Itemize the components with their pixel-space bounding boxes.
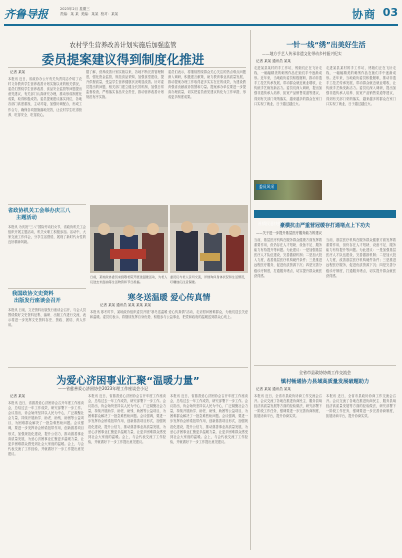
feature-byline: 记者 某某 通讯员 某某 某某 某某 xyxy=(100,303,152,307)
right-top-byline: 记者 某某 通讯员 某某 xyxy=(256,59,291,63)
lead-body-col2: 据了解，营养改善计划实施以来，各地不断完善管理制度，强化资金监管，规范食品采购，加强食堂建设，提升供餐质量，受益学生营养健康状况明显改善。针对委员提出的问题，相关部门建立健全长效机制，加强日常监督检查，严格落实食品安全责任，推动营养改善计划规范有序实施。 xyxy=(86,70,164,100)
box2-body: 本报讯 日前，文史资料出版发行座谈会召开，与会人员围绕做好文史资料征集、编研、出版工作进行交流，表示将进一步发挥文史资料存史、资政、团结、育人作用。 xyxy=(8,308,86,328)
page-number: 03 xyxy=(382,6,398,19)
box2-title-line1: 我国政协文史资料 xyxy=(12,291,54,297)
right-bottom-body-col1: 本报讯 近日，全省市县政协协商工作交流会召开。会议交流了各地在推进协商民主、服务县域经济高质量发展等方面的经验做法，研究部署下一阶段工作任务，强调要进一步完善协商制度，拓展协商平台，提升协商实效。 xyxy=(254,394,322,419)
lead-kicker: 农村学生营养改善计划实施后加强监管 xyxy=(69,42,177,49)
right-bottom-headline: 镇村畅通协力县域高质量发展破题助力 xyxy=(280,379,370,385)
right-top-kicker: 一针一线“绣”出美好生活 xyxy=(286,41,366,49)
right-top-tag: 委员风采 xyxy=(256,184,277,190)
feature-photo-right-caption: 委员们与老人亲切交流，详细询问身体状况和生活情况，叮嘱他们注意保暖。 xyxy=(170,275,248,284)
right-mid-headline: 豪横抗击严重营冠缓存打通堵点上下功夫 xyxy=(279,223,370,229)
right-bottom-kicker: 全省市县政协协商工作交流会 xyxy=(299,370,351,375)
column-divider xyxy=(250,30,251,550)
box2-title-line2: 出版发行座谈会召开 xyxy=(14,298,61,304)
box1-body: 本报讯 为庆祝“三八”国际劳动妇女节，省政协机关工会组织开展主题活动，机关女职工积极参加。活动中，大家交流工作体会，分享生活感悟，展现了新时代女性的良好精神风貌。 xyxy=(8,225,86,245)
right-mid-body-col2: 当前，基层医疗机构在服务群众健康方面发挥着重要作用，但仍存在人才短缺、设备不足、服务能力有待提升等问题。为此建议：一是加强基层医疗人才队伍建设，完善激励机制；二是加大投入力度，改善基层医疗机构硬件条件；三是推进远程医疗服务，促进优质资源下沉；四是完善分级诊疗制度，打通服务堵点，切实提升群众就医获得感。 xyxy=(326,238,396,278)
right-top-photo xyxy=(254,180,322,200)
bottom-rule xyxy=(8,367,248,368)
bottom-body-col2: 本报讯 近日，省慈善爱心济困协会召开年度工作座谈会，总结过去一年工作成效，研究部署下一步工作。会议指出，协会始终坚持以人民为中心，广泛凝聚社会力量，持续开展助学、助老、助残、助困等公益项目，为困难群众解决了一批急难愁盼问题。会议强调，要进一步发挥协会桥梁纽带作用，创新慈善项目形式，加强规范化建设，提升公信力，推动慈善事业高质量发展，为爱心济困事业汇聚更多温暖力量，让更多困难群众感受到社会大家庭的温暖。会上，与会代表交流了工作经验，并就做好下一步工作提出意见建议。 xyxy=(88,394,166,444)
feature-photo-left-caption: 日前，某地政协委员来到敬老院开展送温暖活动，为老人们送去米面油等生活物资和节日祝福。 xyxy=(90,275,168,284)
lead-body-col1: 本报讯 近日，省政协办公厅有关负责同志介绍了农村义务教育学生营养改善计划实施以来的相关情况，委员们围绕学生营养改善、食品安全监管等问题提出意见建议，有关部门认真研究办理，推动形成制度化成果，取得积极成效。委员提案建议落实到位，各地各部门高度重视，主动对接，加强协调配合，形成工作合力，确保各项措施落地见效，让农村学生吃得营养、吃得安全、吃得放心。 xyxy=(8,77,82,117)
right-mid-sub: ——关于进一步提升基层医疗服务能力的建议 xyxy=(256,231,322,235)
section-name: 协商 xyxy=(352,8,376,21)
feature-photo-left xyxy=(90,205,168,273)
bottom-body-col3: 本报讯 近日，省慈善爱心济困协会召开年度工作座谈会，总结过去一年工作成效，研究部署下一步工作。会议指出，协会始终坚持以人民为中心，广泛凝聚社会力量，持续开展助学、助老、助残、助困等公益项目，为困难群众解决了一批急难愁盼问题。会议强调，要进一步发挥协会桥梁纽带作用，创新慈善项目形式，加强规范化建设，提升公信力，推动慈善事业高质量发展，为爱心济困事业汇聚更多温暖力量，让更多困难群众感受到社会大家庭的温暖。会上，与会代表交流了工作经验，并就做好下一步工作提出意见建议。 xyxy=(170,394,248,444)
lead-byline: 记者 某某 xyxy=(10,70,26,74)
feature-photo-right xyxy=(170,205,248,273)
right-top-body-col1: 走进某县某村的手工作坊，绣娘们正在飞针走线，一幅幅精美的刺绣作品在她们手中逐渐成形。近年来，当地政协委员积极履职，推动非遗手工技艺传承发展，带动群众就近就业增收，让传统手艺焕发新活力。委员们深入调研，提出加强非遗传承人培养、拓宽产品销售渠道等建议，得到有关部门采纳落实，越来越多的群众在家门口实现了就业，日子越过越红火。 xyxy=(254,66,322,106)
box1-title-line2: 主题活动 xyxy=(16,215,37,221)
right-top-sub: ——地方手艺人传承非遗文化带动乡村振兴纪实 xyxy=(262,51,342,56)
bottom-headline: 为爱心济困事业汇聚“温暖力量” xyxy=(56,376,200,387)
feature-headline: 寒冬送温暖 爱心传真情 xyxy=(127,293,211,302)
box1-title-line1: 省政协机关工会举办庆三八 xyxy=(8,208,71,214)
right-mid-bar-label: 社情民意快报 xyxy=(258,221,282,226)
right-bottom-byline: 记者 某某 通讯员 某某 xyxy=(256,387,291,391)
feature-body: 本报讯 寒冬时节，某地政协组织委员开展“寒冬送温暖 爱心传真情”活动，走访慰问困难群众，为他们送去关爱和温暖。委员们表示，将继续发挥自身优势，积极参与公益事业，把党和政府的温暖送到群众心坎上。 xyxy=(90,310,248,320)
lead-body-col3: 委员们表示，将继续围绕群众关心关注的热点难点问题深入调研，积极建言献策，助力教育事业高质量发展，推动提案办理工作取得更多实实在在的成效，为建设教育强省贡献政协智慧和力量。提案承办单位要进一步提高办理质量，切实把委员意见建议转化为工作举措，形成更多制度成果。 xyxy=(168,70,246,100)
right-bottom-body-col2: 本报讯 近日，全省市县政协协商工作交流会召开。会议交流了各地在推进协商民主、服务县域经济高质量发展等方面的经验做法，研究部署下一阶段工作任务，强调要进一步完善协商制度，拓展协商平台，提升协商实效。 xyxy=(326,394,396,419)
lead-headline: 委员提案建议得到制度化推进 xyxy=(41,52,205,67)
box2-rule xyxy=(8,288,86,289)
bottom-body-col1: 本报讯 近日，省慈善爱心济困协会召开年度工作座谈会，总结过去一年工作成效，研究部署下一步工作。会议指出，协会始终坚持以人民为中心，广泛凝聚社会力量，持续开展助学、助老、助残、助困等公益项目，为困难群众解决了一批急难愁盼问题。会议强调，要进一步发挥协会桥梁纽带作用，创新慈善项目形式，加强规范化建设，提升公信力，推动慈善事业高质量发展，为爱心济困事业汇聚更多温暖力量，让更多困难群众感受到社会大家庭的温暖。会上，与会代表交流了工作经验，并就做好下一步工作提出意见建议。 xyxy=(8,401,84,456)
feature-photo-right-image xyxy=(170,205,248,273)
issue-meta: 2023年2月 星期三 责编：某 某 美编：某某 校对：某某 xyxy=(60,7,119,16)
right-top-body-col2: 走进某县某村的手工作坊，绣娘们正在飞针走线，一幅幅精美的刺绣作品在她们手中逐渐成形。近年来，当地政协委员积极履职，推动非遗手工技艺传承发展，带动群众就近就业增收，让传统手艺焕发新活力。委员们深入调研，提出加强非遗传承人培养、拓宽产品销售渠道等建议，得到有关部门采纳落实，越来越多的群众在家门口实现了就业，日子越过越红火。 xyxy=(326,66,396,106)
newspaper-logo: 齐鲁导报 xyxy=(4,8,48,21)
bottom-byline: 记者 某某 xyxy=(10,394,26,398)
masthead xyxy=(4,4,398,26)
box1-rule xyxy=(8,204,86,205)
right-bottom-rule xyxy=(254,365,396,366)
lead-rule xyxy=(8,67,246,68)
right-mid-body-col1: 当前，基层医疗机构在服务群众健康方面发挥着重要作用，但仍存在人才短缺、设备不足、服务能力有待提升等问题。为此建议：一是加强基层医疗人才队伍建设，完善激励机制；二是加大投入力度，改善基层医疗机构硬件条件；三是推进远程医疗服务，促进优质资源下沉；四是完善分级诊疗制度，打通服务堵点，切实提升群众就医获得感。 xyxy=(254,238,322,278)
feature-photo-left-image xyxy=(90,205,168,273)
bottom-sub: ——省慈善爱心济困协会2023年理工作座谈会小记 xyxy=(58,386,149,391)
